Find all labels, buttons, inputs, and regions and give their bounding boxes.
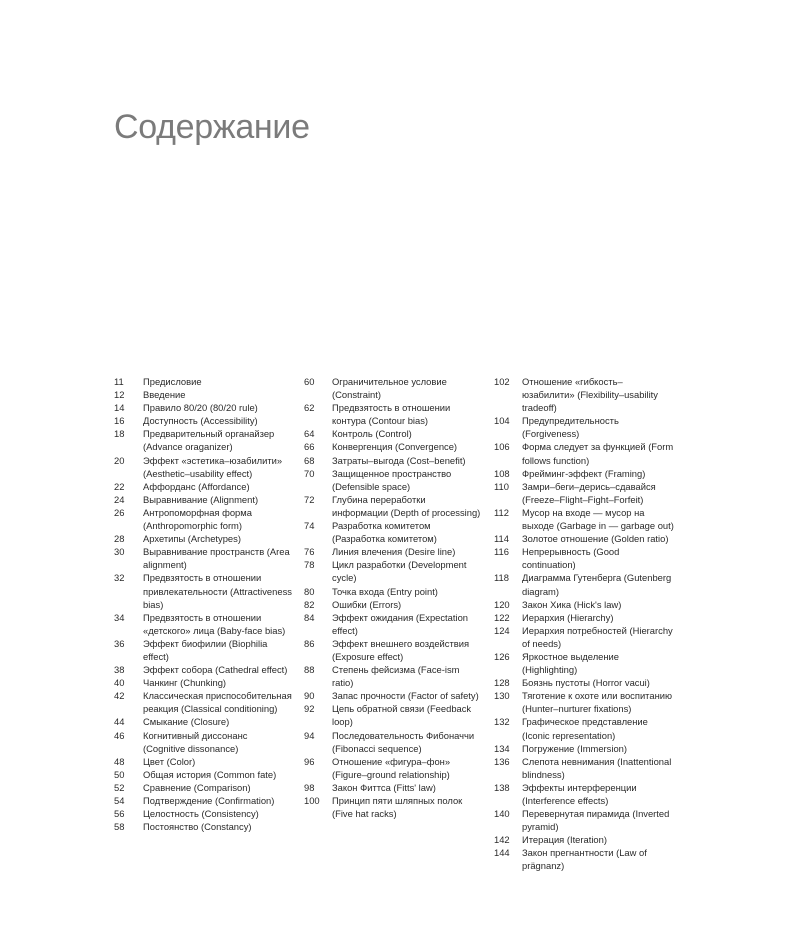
toc-entry	[304, 637, 482, 663]
toc-entry	[114, 663, 292, 676]
toc-entry	[494, 375, 674, 414]
toc-entry	[114, 571, 292, 610]
toc-entry	[304, 493, 482, 519]
toc-page-number: 130	[494, 690, 510, 702]
toc-entry-title: Форма следует за функцией (Form follows function)	[522, 441, 674, 466]
toc-entry	[494, 532, 674, 545]
toc-entry-title: Смыкание (Closure)	[143, 716, 230, 728]
toc-entry-title: Фрейминг-эффект (Framing)	[522, 467, 646, 479]
toc-page-number: 94	[304, 729, 315, 741]
toc-entry-title: Иерархия потребностей (Hierarchy of needs)	[522, 624, 673, 649]
toc-column-3	[494, 375, 674, 873]
toc-entry-title: Отношение «фигура–фон» (Figure–ground relationship)	[332, 755, 451, 780]
toc-entry	[494, 624, 674, 650]
toc-page-number: 20	[114, 454, 125, 466]
toc-entry	[304, 585, 482, 598]
toc-entry	[494, 611, 674, 624]
toc-entry-title: Ошибки (Errors)	[332, 598, 402, 610]
toc-page-number: 72	[304, 493, 315, 505]
toc-entry-title: Последовательность Фибоначчи (Fibonacci sequence)	[332, 729, 475, 754]
toc-page-number: 80	[304, 585, 315, 597]
toc-page-number: 92	[304, 703, 315, 715]
toc-entry	[494, 755, 674, 781]
toc-page-number: 48	[114, 755, 125, 767]
toc-entry-title: Перевернутая пирамида (Inverted pyramid)	[522, 808, 670, 833]
toc-page-number: 14	[114, 402, 125, 414]
toc-entry	[494, 545, 674, 571]
toc-page-number: 38	[114, 664, 125, 676]
toc-entry-title: Запас прочности (Factor of safety)	[332, 690, 479, 702]
toc-entry-title: Разработка комитетом (Разработка комитетом)	[332, 520, 437, 545]
toc-page-number: 28	[114, 533, 125, 545]
toc-page-number: 46	[114, 729, 125, 741]
toc-entry-title: Линия влечения (Desire line)	[332, 546, 456, 558]
toc-entry-title: Конвергенция (Convergence)	[332, 441, 458, 453]
toc-entry-title: Погружение (Immersion)	[522, 742, 627, 754]
toc-page-number: 138	[494, 781, 510, 793]
toc-entry-title: Выравнивание пространств (Area alignment)	[143, 546, 290, 571]
toc-entry-title: Цепь обратной связи (Feedback loop)	[332, 703, 472, 728]
toc-entry	[114, 375, 292, 388]
toc-entry	[304, 519, 482, 545]
toc-page-number: 76	[304, 546, 315, 558]
toc-entry-title: Подтверждение (Confirmation)	[143, 795, 275, 806]
toc-entry	[494, 480, 674, 506]
toc-page-number: 66	[304, 441, 315, 453]
toc-entry-title: Точка входа (Entry point)	[332, 585, 438, 597]
toc-entry	[304, 781, 482, 794]
toc-entry-title: Антропоморфная форма (Anthropomorphic form)	[143, 506, 252, 532]
toc-entry-title: Степень фейсизма (Face-ism ratio)	[332, 664, 460, 689]
toc-entry	[494, 833, 674, 846]
toc-entry-title: Ограничительное условие (Constraint)	[332, 376, 447, 401]
toc-page-number: 104	[494, 415, 510, 427]
toc-page-number: 90	[304, 690, 315, 702]
toc-entry	[304, 755, 482, 781]
toc-entry	[114, 768, 292, 781]
toc-entry-title: Отношение «гибкость–юзабилити» (Flexibility–usability tradeoff)	[522, 376, 658, 414]
toc-entry-title: Итерация (Iteration)	[522, 834, 607, 846]
toc-entry	[494, 715, 674, 741]
toc-entry-title: Закон прегнантности (Law of prägnanz)	[522, 847, 647, 872]
toc-entry-title: Эффекты интерференции (Interference effects)	[522, 781, 637, 806]
toc-entry-title: Выравнивание (Alignment)	[143, 493, 259, 505]
toc-entry	[494, 414, 674, 440]
toc-page-number: 58	[114, 821, 125, 833]
toc-page-number: 44	[114, 716, 125, 728]
toc-entry-title: Замри–беги–дерись–сдавайся (Freeze–Flight–Fight–Forfeit)	[522, 480, 656, 505]
toc-page-number: 140	[494, 808, 510, 820]
toc-entry	[494, 676, 674, 689]
toc-page-number: 36	[114, 637, 125, 649]
toc-entry-title: Тяготение к охоте или воспитанию (Hunter–nurturer fixations)	[522, 690, 673, 715]
toc-page-number: 54	[114, 795, 125, 806]
toc-page-number: 30	[114, 546, 125, 558]
toc-page-number: 122	[494, 611, 510, 623]
toc-entry	[494, 467, 674, 480]
toc-entry-title: Эффект ожидания (Expectation effect)	[332, 611, 468, 636]
toc-entry-title: Эффект внешнего воздействия (Exposure effect)	[332, 637, 470, 662]
toc-entry	[304, 794, 482, 820]
toc-entry	[304, 611, 482, 637]
toc-entry-title: Боязнь пустоты (Horror vacui)	[522, 677, 650, 689]
toc-page-number: 32	[114, 572, 125, 584]
toc-entry-title: Цвет (Color)	[143, 755, 196, 767]
toc-page-number: 128	[494, 677, 510, 689]
toc-entry-title: Введение	[143, 389, 186, 401]
toc-entry-title: Чанкинг (Chunking)	[143, 677, 227, 689]
toc-page-number: 40	[114, 677, 125, 689]
toc-entry-title: Правило 80/20 (80/20 rule)	[143, 402, 258, 414]
toc-entry	[114, 755, 292, 768]
toc-page-number: 12	[114, 389, 125, 401]
toc-page-number: 134	[494, 742, 510, 754]
toc-entry-title: Защищенное пространство (Defensible space)	[332, 467, 452, 492]
toc-page-number: 102	[494, 376, 510, 387]
toc-page-number: 124	[494, 624, 510, 636]
toc-entry	[304, 545, 482, 558]
toc-page-number: 108	[494, 467, 510, 479]
page-title: Содержание	[114, 108, 310, 146]
toc-page-number: 16	[114, 415, 125, 427]
toc-entry	[494, 689, 674, 715]
toc-page-number: 88	[304, 664, 315, 676]
toc-entry	[494, 742, 674, 755]
toc-entry	[494, 506, 674, 532]
toc-entry-title: Предвзятость в отношении «детского» лица (Baby-face bias)	[143, 611, 286, 636]
toc-entry	[114, 506, 292, 532]
toc-entry-title: Золотое отношение (Golden ratio)	[522, 533, 669, 545]
toc-page-number: 132	[494, 716, 510, 728]
toc-entry	[494, 846, 674, 872]
toc-page-number: 50	[114, 768, 125, 780]
toc-page-number: 116	[494, 546, 509, 558]
toc-entry	[304, 467, 482, 493]
toc-page-number: 142	[494, 834, 510, 846]
toc-entry-title: Графическое представление (Iconic representation)	[522, 716, 648, 741]
toc-page-number: 106	[494, 441, 510, 453]
toc-page-number: 11	[114, 376, 124, 387]
toc-entry	[114, 493, 292, 506]
toc-page-number: 26	[114, 506, 125, 518]
toc-entry	[114, 729, 292, 755]
toc-page-number: 52	[114, 781, 125, 793]
toc-entry	[114, 715, 292, 728]
toc-page-number: 42	[114, 690, 125, 702]
toc-entry	[114, 532, 292, 545]
toc-page-number: 120	[494, 598, 510, 610]
toc-entry	[494, 571, 674, 597]
toc-page-number: 18	[114, 428, 125, 440]
toc-entry	[494, 650, 674, 676]
toc-entry	[114, 689, 292, 715]
toc-entry	[304, 663, 482, 689]
toc-page-number: 74	[304, 520, 315, 532]
toc-entry	[114, 807, 292, 820]
toc-entry-title: Доступность (Accessibility)	[143, 415, 258, 427]
toc-page-number: 84	[304, 611, 315, 623]
toc-entry-title: Аффорданс (Affordance)	[143, 480, 250, 492]
toc-entry-title: Диаграмма Гутенберга (Gutenberg diagram)	[522, 572, 672, 597]
toc-page-number: 96	[304, 755, 315, 767]
toc-entry-title: Закон Фиттса (Fitts' law)	[332, 781, 436, 793]
toc-entry-title: Сравнение (Comparison)	[143, 781, 251, 793]
toc-entry-title: Контроль (Control)	[332, 428, 412, 440]
toc-entry	[304, 401, 482, 427]
toc-entry	[114, 611, 292, 637]
toc-entry-title: Эффект собора (Cathedral effect)	[143, 664, 288, 676]
toc-entry-title: Постоянство (Constancy)	[143, 821, 252, 833]
toc-page-number: 98	[304, 781, 315, 793]
toc-page-number: 78	[304, 559, 315, 571]
toc-entry	[114, 480, 292, 493]
toc-entry	[304, 375, 482, 401]
toc-page-number: 110	[494, 480, 509, 492]
toc-page-number: 60	[304, 376, 315, 387]
toc-entry-title: Непрерывность (Good continuation)	[522, 546, 620, 571]
toc-entry	[114, 676, 292, 689]
toc-entry-title: Слепота невнимания (Inattentional blindness)	[522, 755, 672, 780]
toc-entry	[114, 414, 292, 427]
toc-entry	[114, 794, 292, 807]
toc-entry	[494, 781, 674, 807]
toc-page-number: 126	[494, 650, 510, 662]
toc-entry	[304, 454, 482, 467]
toc-entry-title: Принцип пяти шляпных полок (Five hat racks)	[332, 795, 463, 820]
toc-entry	[114, 545, 292, 571]
toc-entry	[114, 427, 292, 453]
toc-entry-title: Архетипы (Archetypes)	[143, 533, 241, 545]
toc-entry	[494, 807, 674, 833]
toc-entry-title: Классическая приспособительная реакция (Classical conditioning)	[143, 690, 292, 715]
toc-page-number: 70	[304, 467, 315, 479]
toc-entry-title: Закон Хика (Hick's law)	[522, 598, 622, 610]
toc-page-number: 24	[114, 493, 125, 505]
toc-page-number: 112	[494, 506, 509, 518]
toc-entry-title: Предвзятость в отношении контура (Contour bias)	[332, 402, 451, 427]
toc-page-number: 64	[304, 428, 315, 440]
toc-entry	[304, 702, 482, 728]
toc-entry-title: Предупредительность (Forgiveness)	[522, 415, 619, 440]
toc-entry	[304, 729, 482, 755]
toc-page-number: 136	[494, 755, 510, 767]
toc-entry-title: Целостность (Consistency)	[143, 808, 259, 820]
toc-entry	[304, 440, 482, 453]
toc-page-number: 56	[114, 808, 125, 820]
toc-entry-title: Эффект биофилии (Biophilia effect)	[143, 637, 268, 662]
toc-entry	[114, 820, 292, 833]
toc-page-number: 144	[494, 847, 510, 859]
toc-page-number: 100	[304, 795, 320, 806]
toc-entry-title: Общая история (Common fate)	[143, 768, 277, 780]
toc-page-number: 86	[304, 637, 315, 649]
toc-entry	[304, 598, 482, 611]
toc-page-number: 34	[114, 611, 125, 623]
toc-page-number: 68	[304, 454, 315, 466]
toc-entry-title: Иерархия (Hierarchy)	[522, 611, 614, 623]
toc-entry-title: Предварительный органайзер (Advance oraganizer)	[143, 428, 275, 453]
toc-page-number: 114	[494, 533, 509, 545]
toc-entry-title: Цикл разработки (Development cycle)	[332, 559, 467, 584]
toc-page-number: 82	[304, 598, 315, 610]
toc-entry-title: Затраты–выгода (Cost–benefit)	[332, 454, 466, 466]
toc-entry	[304, 558, 482, 584]
toc-entry	[114, 781, 292, 794]
toc-entry	[114, 401, 292, 414]
toc-entry-title: Эффект «эстетика–юзабилити» (Aesthetic–usability effect)	[143, 454, 283, 479]
toc-page-number: 118	[494, 572, 509, 584]
toc-entry	[114, 637, 292, 663]
toc-entry	[114, 388, 292, 401]
toc-entry-title: Предисловие	[143, 376, 202, 387]
toc-entry	[114, 454, 292, 480]
toc-column-2	[304, 375, 482, 820]
toc-page-number: 22	[114, 480, 125, 492]
toc-entry	[494, 440, 674, 466]
toc-entry	[304, 689, 482, 702]
toc-entry-title: Яркостное выделение (Highlighting)	[522, 650, 619, 676]
toc-entry-title: Когнитивный диссонанс (Cognitive dissonance)	[143, 729, 248, 754]
toc-entry-title: Мусор на входе — мусор на выходе (Garbage in — garbage out)	[522, 506, 674, 532]
toc-entry	[304, 427, 482, 440]
toc-entry	[494, 598, 674, 611]
toc-entry-title: Глубина переработки информации (Depth of processing)	[332, 493, 481, 518]
toc-entry-title: Предвзятость в отношении привлекательности (Attractiveness bias)	[143, 572, 292, 610]
toc-page-number: 62	[304, 402, 315, 414]
toc-column-1	[114, 375, 292, 833]
